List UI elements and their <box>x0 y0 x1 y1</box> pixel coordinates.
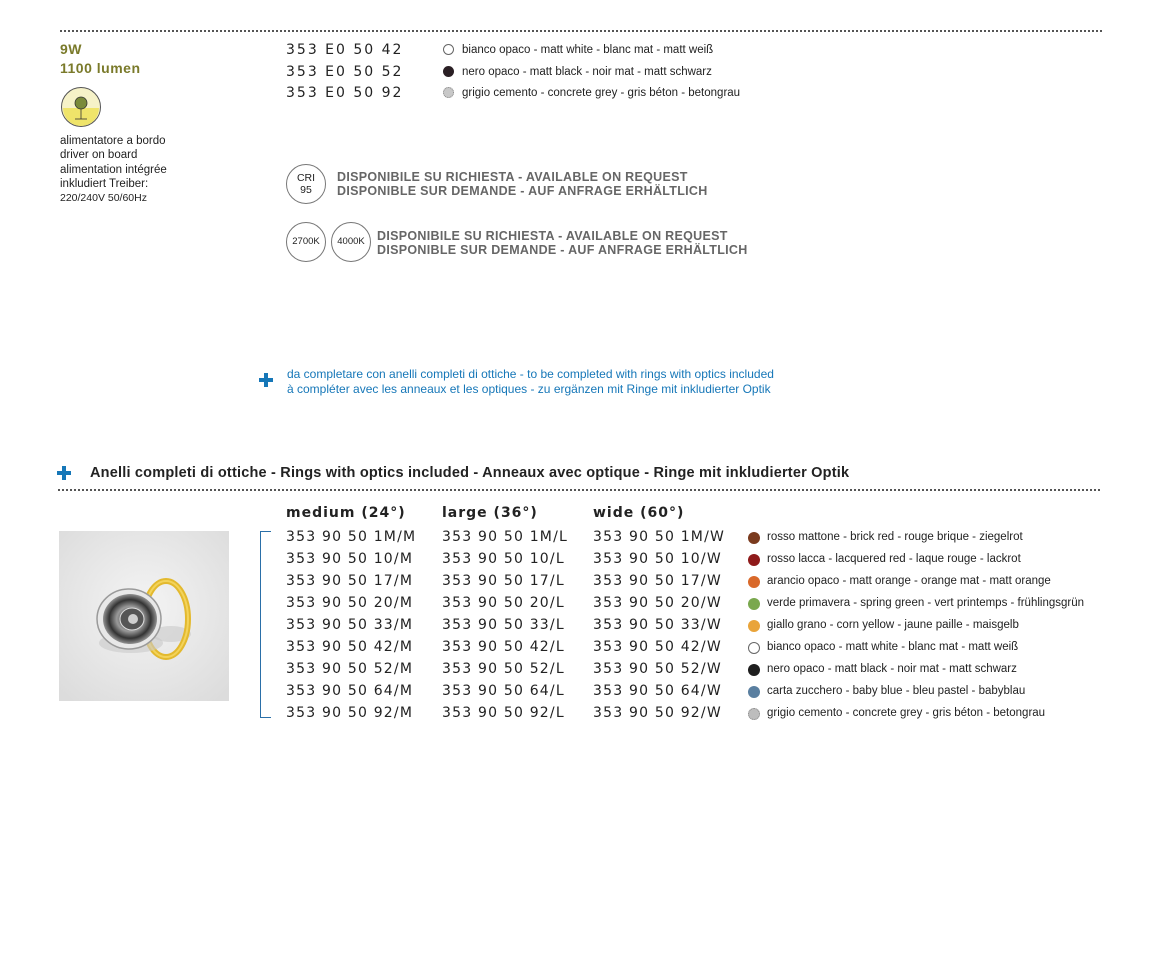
ring-color-name: arancio opaco - matt orange - orange mat - matt orange <box>767 575 1051 587</box>
cct-notice <box>377 229 748 257</box>
ring-code-wide: 353 90 50 17/W <box>593 573 722 589</box>
color-swatch <box>748 642 760 654</box>
ring-color-name: verde primavera - spring green - vert printemps - frühlingsgrün <box>767 597 1085 609</box>
ring-code-wide: 353 90 50 10/W <box>593 551 722 567</box>
driver-info <box>60 134 167 205</box>
ring-code-large: 353 90 50 64/L <box>442 683 565 699</box>
ring-code-wide: 353 90 50 1M/W <box>593 529 726 545</box>
ring-color-name: rosso lacca - lacquered red - laque rouge - lackrot <box>767 553 1021 565</box>
ring-color-name: giallo grano - corn yellow - jaune paille - maisgelb <box>767 619 1019 631</box>
ring-code-medium: 353 90 50 20/M <box>286 595 414 611</box>
color-swatch <box>748 554 760 566</box>
product-code: 353 E0 50 52 <box>286 64 404 80</box>
cri-value: 95 <box>300 184 312 196</box>
ring-code-large: 353 90 50 1M/L <box>442 529 569 545</box>
ring-color-name: carta zucchero - baby blue - bleu pastel - babyblau <box>767 685 1026 697</box>
complete-note <box>287 367 774 396</box>
color-swatch <box>748 598 760 610</box>
ring-optic-photo <box>59 531 229 701</box>
color-swatch <box>748 576 760 588</box>
complete-note-line: à compléter avec les anneaux et les optiques - zu ergänzen mit Ringe mit inkludierter Optik <box>287 381 771 396</box>
plus-icon <box>259 373 273 387</box>
color-swatch-white <box>443 44 454 55</box>
ring-color-name: nero opaco - matt black - noir mat - matt schwarz <box>767 663 1017 675</box>
complete-note-line: da completare con anelli completi di ottiche - to be completed with rings with optics included <box>287 367 774 381</box>
ring-code-medium: 353 90 50 52/M <box>286 661 414 677</box>
cct-2700k-label: 2700K <box>292 236 320 247</box>
ring-code-medium: 353 90 50 33/M <box>286 617 414 633</box>
ring-code-large: 353 90 50 33/L <box>442 617 565 633</box>
cct-notice-line: DISPONIBILE SU RICHIESTA - AVAILABLE ON REQUEST <box>377 229 728 243</box>
color-name: nero opaco - matt black - noir mat - matt schwarz <box>462 66 712 78</box>
ring-code-medium: 353 90 50 64/M <box>286 683 414 699</box>
product-code: 353 E0 50 42 <box>286 42 404 58</box>
ring-color-name: grigio cemento - concrete grey - gris béton - betongrau <box>767 707 1046 719</box>
ring-code-wide: 353 90 50 33/W <box>593 617 722 633</box>
color-name: grigio cemento - concrete grey - gris béton - betongrau <box>462 87 741 99</box>
ring-code-medium: 353 90 50 10/M <box>286 551 414 567</box>
driver-line: driver on board <box>60 149 138 162</box>
ring-code-large: 353 90 50 20/L <box>442 595 565 611</box>
cri-badge <box>286 164 326 204</box>
driver-line: inkludiert Treiber: <box>60 177 149 190</box>
ring-code-wide: 353 90 50 20/W <box>593 595 722 611</box>
column-header-wide: wide (60°) <box>593 505 685 521</box>
color-swatch <box>748 708 760 720</box>
driver-line: alimentatore a bordo <box>60 135 166 147</box>
rings-divider <box>58 489 1100 491</box>
lumen-rating: 1100 lumen <box>60 60 141 76</box>
plus-icon <box>57 466 71 480</box>
driver-icon <box>60 86 102 128</box>
cri-label: CRI <box>296 172 316 184</box>
ring-code-wide: 353 90 50 52/W <box>593 661 722 677</box>
ring-code-medium: 353 90 50 92/M <box>286 705 414 721</box>
color-swatch <box>748 664 760 676</box>
ring-code-medium: 353 90 50 1M/M <box>286 529 417 545</box>
ring-code-medium: 353 90 50 17/M <box>286 573 414 589</box>
ring-code-medium: 353 90 50 42/M <box>286 639 414 655</box>
driver-line: 220/240V 50/60Hz <box>60 192 147 205</box>
column-header-medium: medium (24°) <box>286 505 406 521</box>
color-name: bianco opaco - matt white - blanc mat - matt weiß <box>462 44 714 56</box>
ring-code-large: 353 90 50 10/L <box>442 551 565 567</box>
ring-color-name: rosso mattone - brick red - rouge brique - ziegelrot <box>767 531 1023 543</box>
power-rating: 9W <box>60 41 82 57</box>
color-swatch-grey <box>443 87 454 98</box>
product-code: 353 E0 50 92 <box>286 85 404 101</box>
cct-4000k-badge <box>331 222 371 262</box>
top-divider <box>60 30 1102 32</box>
cri-notice-line: DISPONIBILE SU RICHIESTA - AVAILABLE ON REQUEST <box>337 170 688 184</box>
rings-heading: Anelli completi di ottiche - Rings with optics included - Anneaux avec optique - Ringe mit inkludierter Optik <box>90 465 850 481</box>
ring-code-large: 353 90 50 42/L <box>442 639 565 655</box>
color-swatch <box>748 532 760 544</box>
column-header-large: large (36°) <box>442 505 538 521</box>
cct-4000k-label: 4000K <box>337 236 365 247</box>
color-swatch-black <box>443 66 454 77</box>
ring-code-large: 353 90 50 52/L <box>442 661 565 677</box>
color-swatch <box>748 686 760 698</box>
ring-code-wide: 353 90 50 64/W <box>593 683 722 699</box>
cct-2700k-badge <box>286 222 326 262</box>
color-swatch <box>748 620 760 632</box>
cri-notice-line: DISPONIBLE SUR DEMANDE - AUF ANFRAGE ERHÄLTLICH <box>337 184 708 198</box>
ring-code-wide: 353 90 50 42/W <box>593 639 722 655</box>
ring-code-large: 353 90 50 92/L <box>442 705 565 721</box>
ring-color-name: bianco opaco - matt white - blanc mat - matt weiß <box>767 641 1019 653</box>
driver-line: alimentation intégrée <box>60 163 167 176</box>
ring-code-wide: 353 90 50 92/W <box>593 705 722 721</box>
rows-bracket <box>260 531 271 718</box>
cri-notice <box>337 170 708 198</box>
cct-notice-line: DISPONIBLE SUR DEMANDE - AUF ANFRAGE ERHÄLTLICH <box>377 243 748 257</box>
ring-code-large: 353 90 50 17/L <box>442 573 565 589</box>
